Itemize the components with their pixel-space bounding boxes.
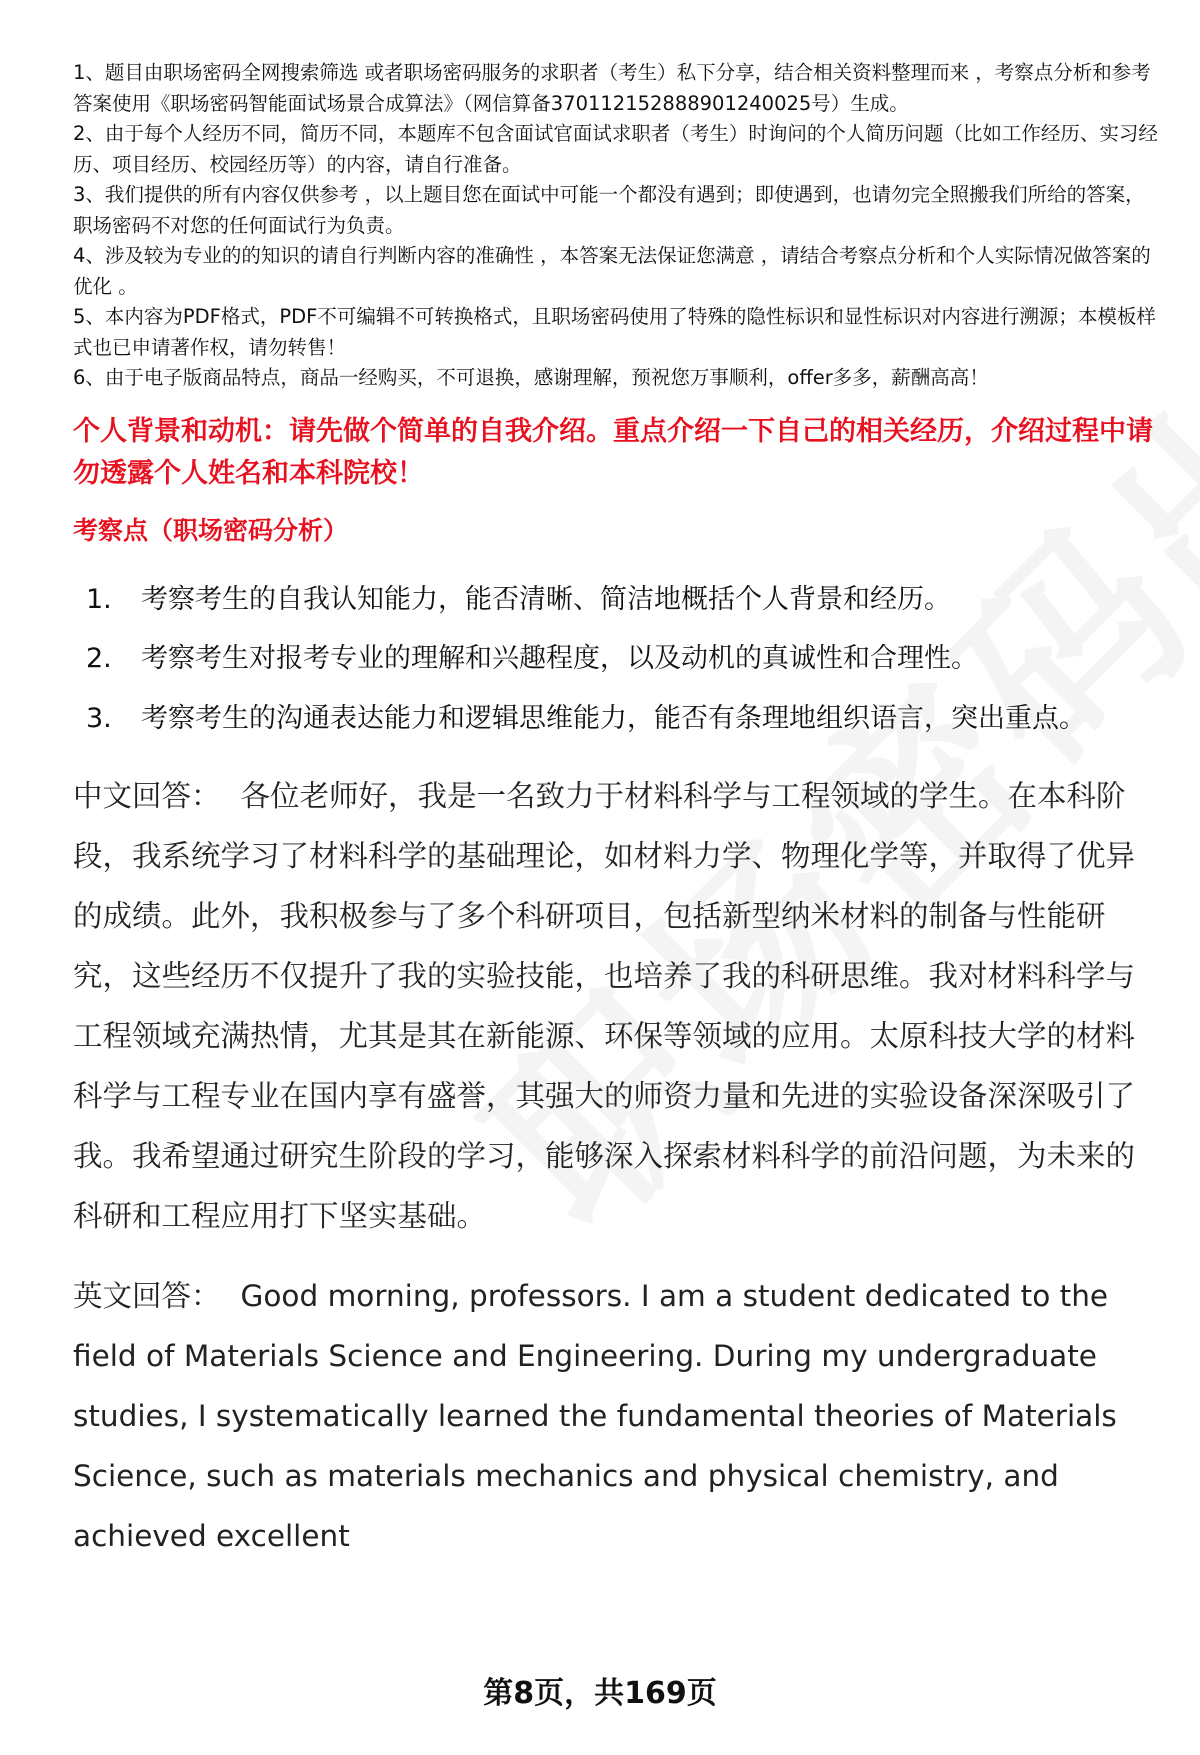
assessment-point	[73, 629, 1163, 689]
notice-item: 5、本内容为PDF格式，PDF不可编辑不可转换格式，且职场密码使用了特殊的隐性标识和显性标识对内容进行溯源；本模板样式也已申请著作权，请勿转售！	[73, 305, 1156, 359]
notice-item: 1、题目由职场密码全网搜索筛选 或者职场密码服务的求职者（考生）私下分享，结合相关资料整理而来 ，考察点分析和参考答案使用《职场密码智能面试场景合成算法》（网信算备370112152888901240025号）生成。	[73, 61, 1151, 115]
point-number: 2.	[86, 643, 112, 674]
point-number: 3.	[86, 702, 112, 734]
question-heading: 个人背景和动机：请先做个简单的自我介绍。重点介绍一下自己的相关经历，介绍过程中请勿透露个人姓名和本科院校！	[73, 415, 1153, 489]
english-answer	[73, 1266, 1163, 1566]
document-page	[73, 58, 1163, 1566]
notice-list	[73, 58, 1163, 394]
point-text: 考察考生的自我认知能力，能否清晰、简洁地概括个人背景和经历。	[141, 583, 951, 615]
answer-label: 英文回答：	[73, 1279, 221, 1313]
chinese-answer	[73, 766, 1163, 1246]
assessment-point	[73, 689, 1163, 749]
assessment-point	[73, 570, 1163, 630]
notice-item: 4、涉及较为专业的的知识的请自行判断内容的准确性 ，本答案无法保证您满意 ，请结合考察点分析和个人实际情况做答案的优化 。	[73, 244, 1151, 298]
point-text: 考察考生对报考专业的理解和兴趣程度，以及动机的真诚性和合理性。	[141, 643, 978, 674]
assessment-points	[73, 570, 1163, 749]
notice-item: 2、由于每个人经历不同，简历不同，本题库不包含面试官面试求职者（考生）时询问的个人简历问题（比如工作经历、实习经历、项目经历、校园经历等）的内容，请自行准备。	[73, 122, 1158, 176]
answer-text: Good morning, professors. I am a student dedicated to the field of Materials Science and Engineering. During my undergraduate studies, I systematically learned the fundamental theories of Materials Science, such as materials mechanics and physical chemistry, and achieved excellent	[73, 1279, 1117, 1553]
point-text: 考察考生的沟通表达能力和逻辑思维能力，能否有条理地组织语言，突出重点。	[141, 702, 1086, 734]
section-title: 考察点（职场密码分析）	[73, 515, 349, 545]
notice-item: 3、我们提供的所有内容仅供参考 ，以上题目您在面试中可能一个都没有遇到；即使遇到，也请勿完全照搬我们所给的答案，职场密码不对您的任何面试行为负责。	[73, 183, 1145, 237]
page-number: 第8页，共169页	[483, 1676, 717, 1711]
answer-label: 中文回答：	[73, 779, 221, 813]
point-number: 1.	[86, 583, 112, 615]
notice-item: 6、由于电子版商品特点，商品一经购买，不可退换，感谢理解，预祝您万事顺利，offer多多，薪酬高高！	[73, 366, 989, 389]
answer-text: 各位老师好，我是一名致力于材料科学与工程领域的学生。在本科阶段，我系统学习了材料科学的基础理论，如材料力学、物理化学等，并取得了优异的成绩。此外，我积极参与了多个科研项目，包括新型纳米材料的制备与性能研究，这些经历不仅提升了我的实验技能，也培养了我的科研思维。我对材料科学与工程领域充满热情，尤其是其在新能源、环保等领域的应用。太原科技大学的材料科学与工程专业在国内享有盛誉，其强大的师资力量和先进的实验设备深深吸引了我。我希望通过研究生阶段的学习，能够深入探索材料科学的前沿问题，为未来的科研和工程应用打下坚实基础。	[73, 779, 1136, 1233]
